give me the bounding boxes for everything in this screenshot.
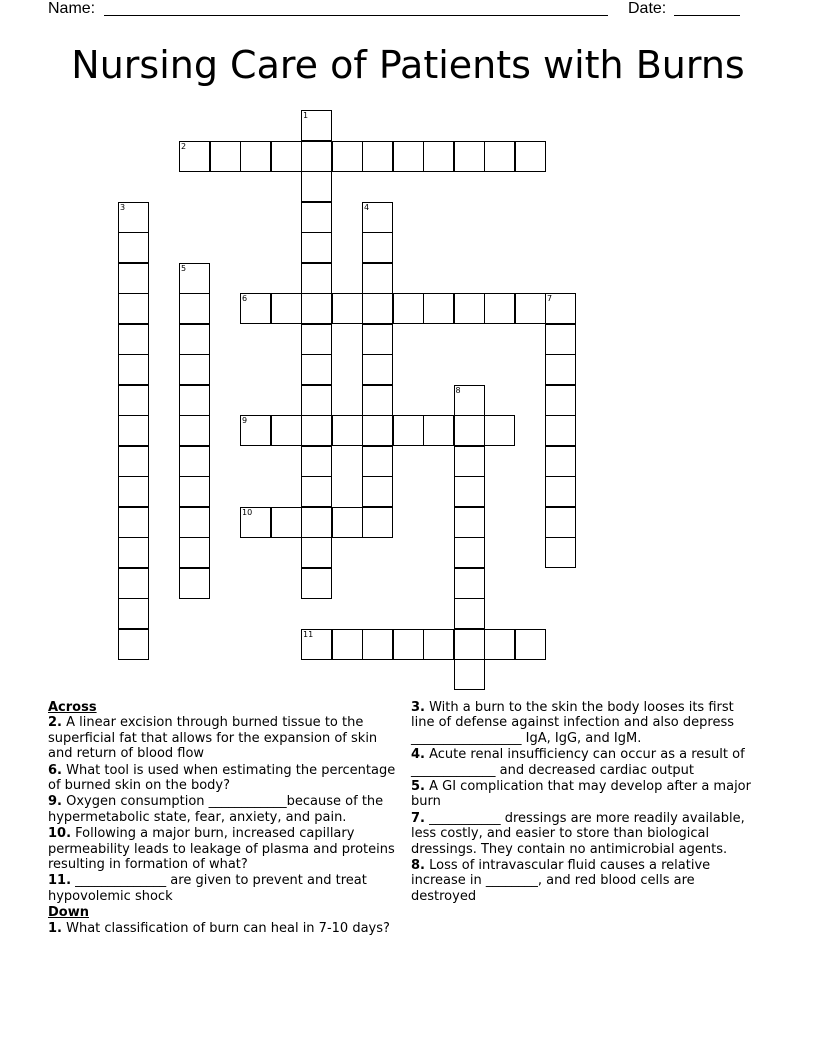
grid-cell[interactable] [423,141,454,172]
clue-text: Following a major burn, increased capillary permeability leads to leakage of plasma and proteins resulting in formation of what? [48,826,395,873]
grid-cell[interactable] [301,293,332,324]
grid-cell[interactable] [545,385,576,416]
grid-cell[interactable] [301,324,332,355]
grid-cell[interactable] [454,507,485,538]
clue-text: ______________ are given to prevent and treat hypovolemic shock [48,873,367,904]
grid-cell[interactable] [179,507,210,538]
grid-cell[interactable] [454,446,485,477]
grid-cell[interactable] [179,446,210,477]
grid-cell[interactable] [179,324,210,355]
grid-cell[interactable] [393,293,424,324]
grid-cell[interactable] [118,598,149,629]
grid-cell[interactable] [515,141,546,172]
grid-cell[interactable] [301,171,332,202]
grid-cell[interactable] [423,415,454,446]
grid-cell[interactable] [393,629,424,660]
clue-item [48,873,398,904]
grid-cell[interactable] [301,202,332,233]
grid-cell[interactable] [118,293,149,324]
grid-cell[interactable] [454,598,485,629]
grid-cell[interactable] [362,476,393,507]
clue-item [411,858,756,904]
grid-cell[interactable] [301,232,332,263]
grid-cell[interactable] [118,568,149,599]
grid-cell[interactable] [118,415,149,446]
grid-cell[interactable] [545,476,576,507]
name-label: Name: [48,0,96,17]
clues-right-column [411,700,756,905]
grid-cell[interactable] [484,141,515,172]
grid-cell[interactable] [484,629,515,660]
across-heading: Across [48,700,97,715]
grid-cell[interactable] [118,354,149,385]
grid-cell[interactable] [515,293,546,324]
grid-cell[interactable] [301,263,332,294]
clue-number-label: 5 [181,263,187,273]
grid-cell[interactable] [271,415,302,446]
clue-number-label: 3 [120,202,126,212]
clue-item [48,794,398,825]
grid-cell[interactable] [118,385,149,416]
grid-cell[interactable] [118,537,149,568]
clue-number: 2. [48,715,62,731]
clue-text: ___________ dressings are more readily available, less costly, and easier to store than biological dressings. They contain no antimicrobial agents. [411,810,745,857]
grid-cell[interactable] [118,232,149,263]
grid-cell[interactable] [484,293,515,324]
clue-number-label: 4 [364,202,370,212]
clue-item [411,747,756,778]
clue-number-label: 2 [181,141,187,151]
clue-number: 9. [48,794,62,810]
clue-text: Acute renal insufficiency can occur as a result of _____________ and decreased cardiac output [411,747,745,778]
grid-cell[interactable] [301,141,332,172]
grid-cell[interactable] [393,141,424,172]
grid-cell[interactable] [118,476,149,507]
clue-text: What tool is used when estimating the percentage of burned skin on the body? [48,762,396,794]
clue-item [48,921,398,936]
grid-cell[interactable] [118,324,149,355]
clue-item [411,700,756,746]
clue-number: 5. [411,779,425,795]
clue-number-label: 6 [242,294,248,303]
clue-number: 10. [48,826,72,842]
grid-cell[interactable] [545,537,576,568]
clue-text: With a burn to the skin the body looses its first line of defense against infection and also depress _________________ IgA, IgG, and IgM. [411,700,735,746]
clue-number: 4. [411,747,425,763]
grid-cell[interactable] [179,385,210,416]
grid-cell[interactable] [301,476,332,507]
grid-cell[interactable] [301,537,332,568]
grid-cell[interactable] [332,507,363,538]
grid-cell[interactable] [454,629,485,660]
clues-left-column [48,700,398,937]
clue-number-label: 10 [242,507,253,517]
down-clue-list [48,921,398,936]
clue-number-label: 1 [303,111,309,120]
clue-number: 6. [48,762,62,778]
grid-cell[interactable] [484,415,515,446]
grid-cell[interactable] [423,629,454,660]
grid-cell[interactable] [362,324,393,355]
grid-cell[interactable] [454,659,485,690]
grid-cell[interactable] [545,446,576,477]
grid-cell[interactable] [545,415,576,446]
grid-cell[interactable] [362,293,393,324]
grid-cell[interactable] [362,507,393,538]
grid-cell[interactable] [545,507,576,538]
grid-cell[interactable] [362,263,393,294]
clue-text: A linear excision through burned tissue to the superficial fat that allows for the expansion of skin and return of blood flow [48,715,378,762]
grid-cell[interactable] [240,141,271,172]
grid-cell[interactable] [362,629,393,660]
grid-cell[interactable] [332,293,363,324]
grid-cell[interactable] [454,537,485,568]
grid-cell[interactable] [179,568,210,599]
grid-cell[interactable] [179,415,210,446]
across-clue-list [48,715,398,904]
clue-number-label: 9 [242,416,248,425]
grid-cell[interactable] [362,385,393,416]
grid-cell[interactable] [301,415,332,446]
grid-cell[interactable] [118,263,149,294]
date-label: Date: [628,0,667,17]
down-heading: Down [48,905,89,921]
clue-number-label: 11 [303,629,314,639]
grid-cell[interactable] [179,354,210,385]
grid-cell[interactable] [454,568,485,599]
grid-cell[interactable] [179,537,210,568]
grid-cell[interactable] [362,354,393,385]
grid-cell[interactable] [362,232,393,263]
grid-cell[interactable] [301,507,332,538]
clue-item [48,826,398,872]
grid-cell[interactable] [454,293,485,324]
grid-cell[interactable] [301,568,332,599]
grid-cell[interactable] [515,629,546,660]
grid-cell[interactable] [179,476,210,507]
clue-text: Oxygen consumption ____________because of the hypermetabolic state, fear, anxiety, and pain. [48,794,384,825]
grid-cell[interactable] [362,415,393,446]
clue-number: 11. [48,873,72,889]
grid-cell[interactable] [301,385,332,416]
grid-cell[interactable] [393,415,424,446]
clue-number: 1. [48,920,62,936]
grid-cell[interactable] [332,629,363,660]
clue-text: A GI complication that may develop after a major burn [411,779,751,810]
grid-cell[interactable] [301,354,332,385]
grid-cell[interactable] [118,507,149,538]
clue-text: What classification of burn can heal in 7-10 days? [61,920,390,936]
grid-cell[interactable] [362,141,393,172]
clue-item [411,779,756,810]
grid-cell[interactable] [423,293,454,324]
down-clue-list-continued [411,700,756,904]
page-title: Nursing Care of Patients with Burns [71,43,745,87]
clue-number-label: 7 [547,294,553,303]
grid-cell[interactable] [271,141,302,172]
clue-text: Loss of intravascular fluid causes a relative increase in ________, and red blood cells are destroyed [411,858,711,904]
grid-cell[interactable] [454,415,485,446]
grid-cell[interactable] [210,141,241,172]
clue-item [48,763,398,794]
grid-cell[interactable] [545,354,576,385]
grid-cell[interactable] [454,141,485,172]
grid-cell[interactable] [332,141,363,172]
grid-cell[interactable] [118,446,149,477]
grid-cell[interactable] [271,507,302,538]
clue-item [48,715,398,761]
grid-cell[interactable] [545,324,576,355]
grid-cell[interactable] [332,415,363,446]
clue-item [411,811,756,857]
clue-number: 3. [411,700,425,715]
grid-cell[interactable] [362,446,393,477]
grid-cell[interactable] [454,476,485,507]
clue-number: 7. [411,810,425,826]
clue-number-label: 8 [455,385,461,395]
grid-cell[interactable] [271,293,302,324]
clue-number: 8. [411,858,425,874]
grid-cell[interactable] [301,446,332,477]
grid-cell[interactable] [179,293,210,324]
grid-cell[interactable] [118,629,149,660]
